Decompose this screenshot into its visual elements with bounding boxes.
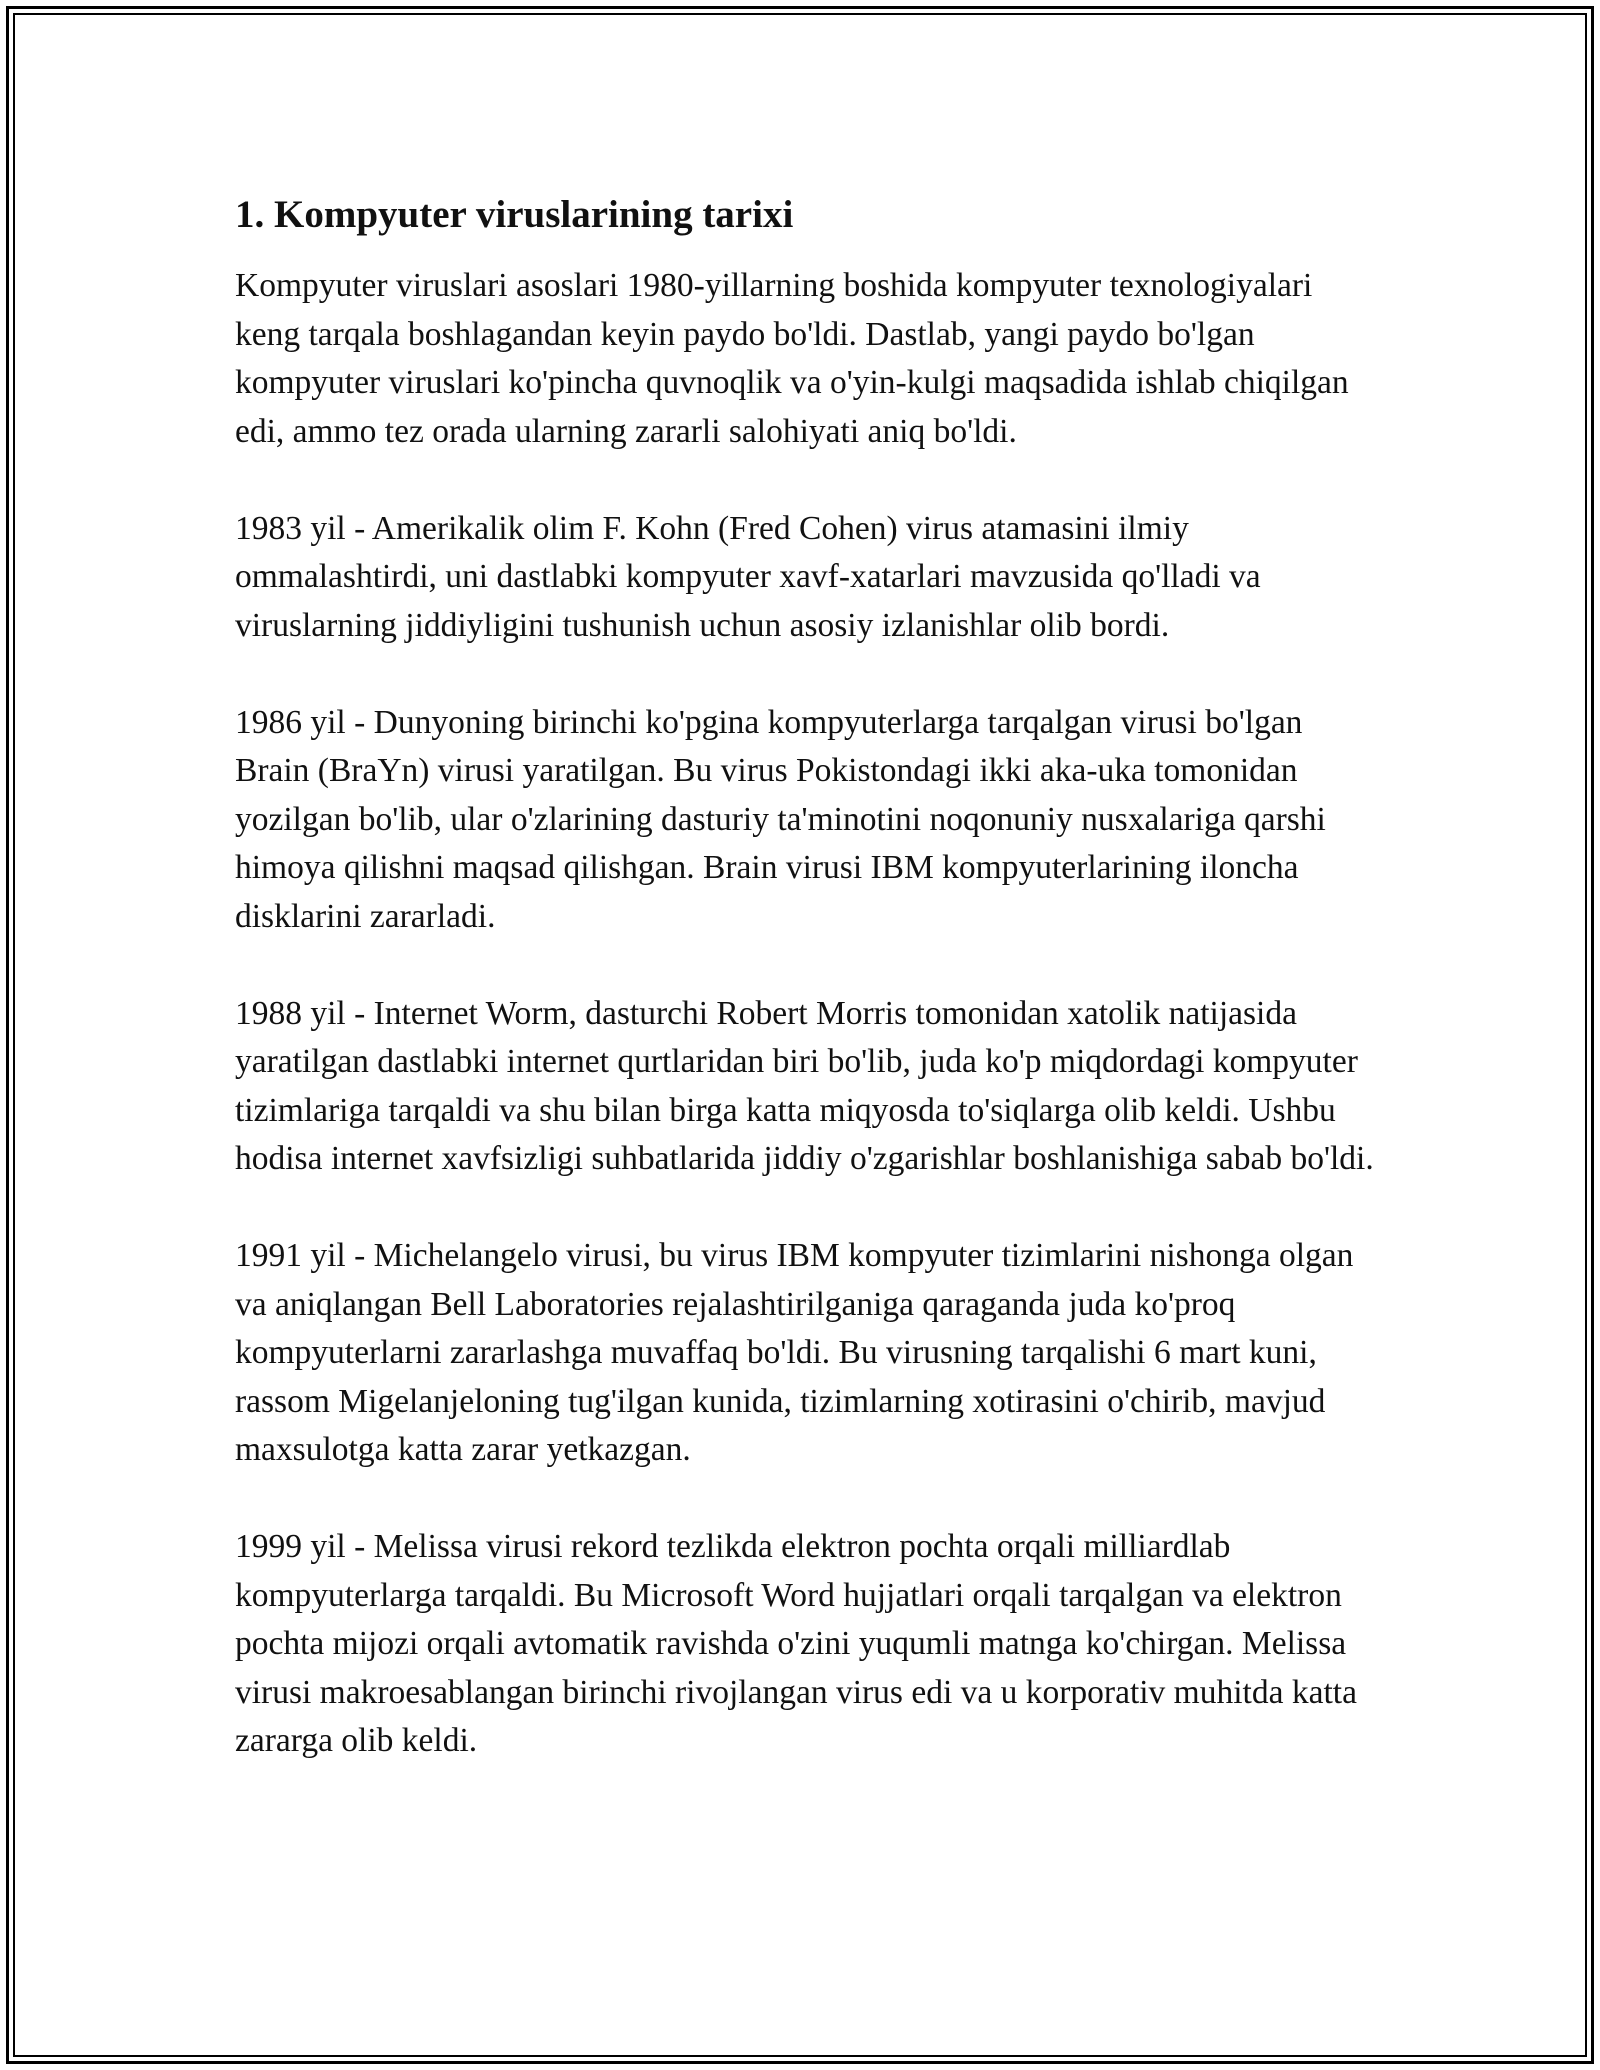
section-heading: 1. Kompyuter viruslarining tarixi (235, 193, 794, 236)
intro-paragraph: Kompyuter viruslari asoslari 1980-yillarning boshida kompyuter texnologiyalari keng tarqala boshlagandan keyin paydo bo'ldi. Dastlab, yangi paydo bo'lgan kompyuter viruslari ko'pincha quvnoqlik va o'yin-kulgi maqsadida ishlab chiqilgan edi, ammo tez orada ularning zararli salohiyati aniq bo'ldi. (235, 267, 1349, 450)
paragraph-1983: 1983 yil - Amerikalik olim F. Kohn (Fred Cohen) virus atamasini ilmiy ommalashtirdi, uni dastlabki kompyuter xavf-xatarlari mavzusida qo'lladi va viruslarning jiddiyligini tushunish uchun asosiy izlanishlar olib bordi. (235, 509, 1261, 644)
paragraph-1991: 1991 yil - Michelangelo virusi, bu virus IBM kompyuter tizimlarini nishonga olgan va aniqlangan Bell Laboratories rejalashtirilganiga qaraganda juda ko'proq kompyuterlarni zararlashga muvaffaq bo'ldi. Bu virusning tarqalishi 6 mart kuni, rassom Migelanjeloning tug'ilgan kunida, tizimlarning xotirasini o'chirib, mavjud maxsulotga katta zarar yetkazgan. (235, 1237, 1354, 1468)
paragraph-1988: 1988 yil - Internet Worm, dasturchi Robert Morris tomonidan xatolik natijasida yaratilgan dastlabki internet qurtlaridan biri bo'lib, juda ko'p miqdordagi kompyuter tizimlariga tarqaldi va shu bilan birga katta miqyosda to'siqlarga olib keldi. Ushbu hodisa internet xavfsizligi suhbatlarida jiddiy o'zgarishlar boshlanishiga sabab bo'ldi. (235, 994, 1374, 1177)
paragraph-1986: 1986 yil - Dunyoning birinchi ko'pgina kompyuterlarga tarqalgan virusi bo'lgan Brain (BraYn) virusi yaratilgan. Bu virus Pokistondagi ikki aka-uka tomonidan yozilgan bo'lib, ular o'zlarining dasturiy ta'minotini noqonuniy nusxalariga qarshi himoya qilishni maqsad qilishgan. Brain virusi IBM kompyuterlarining iloncha disklarini zararladi. (235, 703, 1326, 935)
document-body (235, 190, 1380, 1814)
paragraph-1999: 1999 yil - Melissa virusi rekord tezlikda elektron pochta orqali milliardlab kompyuterlarga tarqaldi. Bu Microsoft Word hujjatlari orqali tarqalgan va elektron pochta mijozi orqali avtomatik ravishda o'zini yuqumli matnga ko'chirgan. Melissa virusi makroesablangan birinchi rivojlangan virus edi va u korporativ muhitda katta zararga olib keldi. (235, 1528, 1357, 1759)
